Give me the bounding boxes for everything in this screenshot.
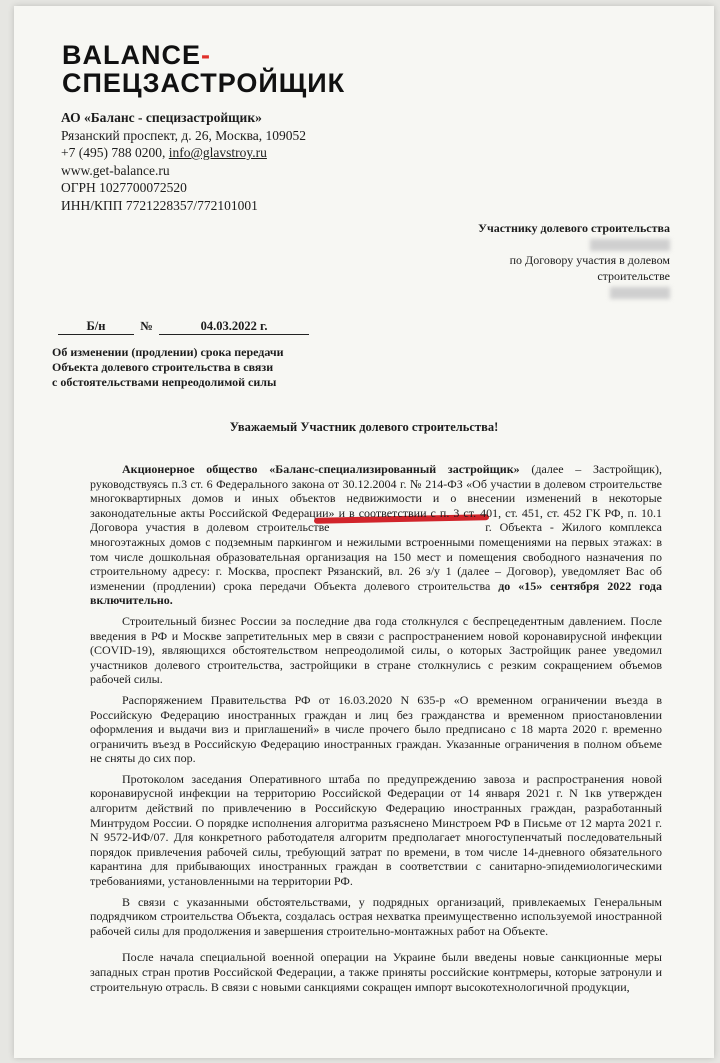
p1-deadline: до «15» сентября 2022 года включительно.	[90, 578, 662, 608]
paragraph-3: Распоряжением Правительства РФ от 16.03.2020 N 635-р «О временном ограничении въезда в Российскую Федерацию иностранных граждан и лиц без гражданства и временном приостановлении оформления и выдачи виз и приглашений» в числе прочего было предписано с 18 марта 2020 г. временно ограничить въезд в Российскую Федерацию иностранных граждан. Указанные ограничения в полном объеме не сняты до сих пор.	[90, 692, 662, 766]
subject-line-2: Объекта долевого строительства в связи	[52, 360, 274, 374]
ref-number: Б/н	[58, 319, 134, 335]
addressee-block	[478, 220, 670, 300]
paragraph-5: В связи с указанными обстоятельствами, у подрядных организаций, привлекаемых Генеральным подрядчиком строительства Объекта, создалась острая нехватка преимущественно используемой иностранной рабочей силы для продолжения и завершения строительно-монтажных работ на Объекте.	[90, 894, 662, 938]
company-inn: ИНН/КПП 7721228357/772101001	[61, 197, 258, 213]
company-phone: +7 (495) 788 0200,	[61, 145, 166, 160]
letter-body	[90, 462, 662, 1000]
paragraph-1	[90, 462, 662, 608]
paragraph-2: Строительный бизнес России за последние два года столкнулся с беспрецедентным давлением. После введения в РФ и Москве запретительных мер в связи с распространением новой коронавирусной инфекции (COVID-19), являющихся обстоятельством непреодолимой силы, о которых Застройщик ранее уведомил участников долевого строительства, застройщики в стране столкнулись с резким сокращением объемов рабочей силы.	[90, 613, 662, 687]
paragraph-4: Протоколом заседания Оперативного штаба по предупреждению завоза и распространения новой коронавирусной инфекции на территорию Российской Федерации от 14 января 2021 г. N 1кв утвержден алгоритм действий по привлечению в Российскую Федерацию иностранных граждан, разработанный Минтрудом России. О порядке исполнения алгоритма разъяснено Минстроем РФ в Письме от 12 марта 2021 г. N 9572-ИФ/07. Для конкретного работодателя алгоритм предполагает многоступенчатый последовательный порядок привлечения рабочей силы, требующий затрат по времени, в том числе 14-дневного обязательного карантина для прибывающих иностранных граждан в соответствии с санитарно-эпидемиологическими требованиями, установленными на территории РФ.	[90, 771, 662, 889]
greeting: Уважаемый Участник долевого строительства!	[229, 420, 499, 434]
company-block	[61, 109, 306, 214]
company-contacts	[61, 144, 306, 162]
paragraph-6: После начала специальной военной операции на Украине были введены новые санкционные меры западных стран против Российской Федерации, а также приняты российские контрмеры, которые затронули и строительную отрасль. В связи с новыми санкциями сокращен импорт высокотехнологичной продукции,	[90, 950, 662, 994]
addressee-line-1: Участнику долевого строительства	[478, 221, 670, 235]
logo-text-balance: BALANCE	[62, 40, 201, 70]
subject-line-1: Об изменении (продлении) срока передачи	[52, 345, 284, 359]
company-name: АО «Баланс - специзастройщик»	[61, 110, 262, 125]
p1-text-b: г. Объекта - Жилого комплекса многоэтажных домов с подземным паркингом и нежилыми встроенными помещениями на первых этажах: в том числе дошкольная образовательная организация на 150 мест и помещения свободного назначения по строительному адресу: г. Москва, проспект Рязанский, вл. 26 з/у 1 (далее – Договор), уведомляет Вас об изменении (продлении) срока передачи Объекта долевого строительства	[90, 520, 662, 593]
redaction-blur-2	[610, 287, 670, 299]
company-address: Рязанский проспект, д. 26, Москва, 109052	[61, 127, 307, 143]
logo-line-2: СПЕЦЗАСТРОЙЩИК	[62, 68, 346, 98]
reference-line	[58, 319, 309, 335]
p1-redacted	[337, 525, 477, 533]
p1-text-a: (далее – Застройщик), руководствуясь п.3 ст. 6 Федерального закона от 30.12.2004 г. № 214-ФЗ «Об участии в долевом строительстве многоквартирных домов и иных объектов недвижимости и о внесении изменений в некоторые законодательные акты Российской Федерации» и в соответствии с п. 3 ст. 401, ст. 451, ст. 452 ГК РФ, п. 10.1 Договора участия в долевом строительстве	[90, 462, 662, 535]
ref-date: 04.03.2022 г.	[159, 319, 309, 335]
ref-no-sign: №	[140, 319, 153, 333]
company-ogrn: ОГРН 1027700072520	[61, 180, 187, 195]
company-email-link[interactable]: info@glavstroy.ru	[168, 145, 267, 160]
letter-page	[14, 6, 714, 1058]
p1-company: Акционерное общество «Баланс-специализированный застройщик»	[122, 462, 520, 476]
subject-block	[52, 345, 284, 390]
addressee-redacted-name	[478, 236, 670, 252]
redaction-blur	[590, 239, 670, 251]
subject-line-3: с обстоятельствами непреодолимой силы	[52, 375, 277, 389]
addressee-redacted-extra	[478, 284, 670, 300]
addressee-line-3: строительстве	[597, 269, 670, 283]
logo-dash: -	[201, 40, 211, 70]
logo-line-1	[62, 40, 211, 70]
company-website[interactable]: www.get-balance.ru	[61, 162, 170, 178]
addressee-line-2: по Договору участия в долевом	[509, 253, 670, 267]
